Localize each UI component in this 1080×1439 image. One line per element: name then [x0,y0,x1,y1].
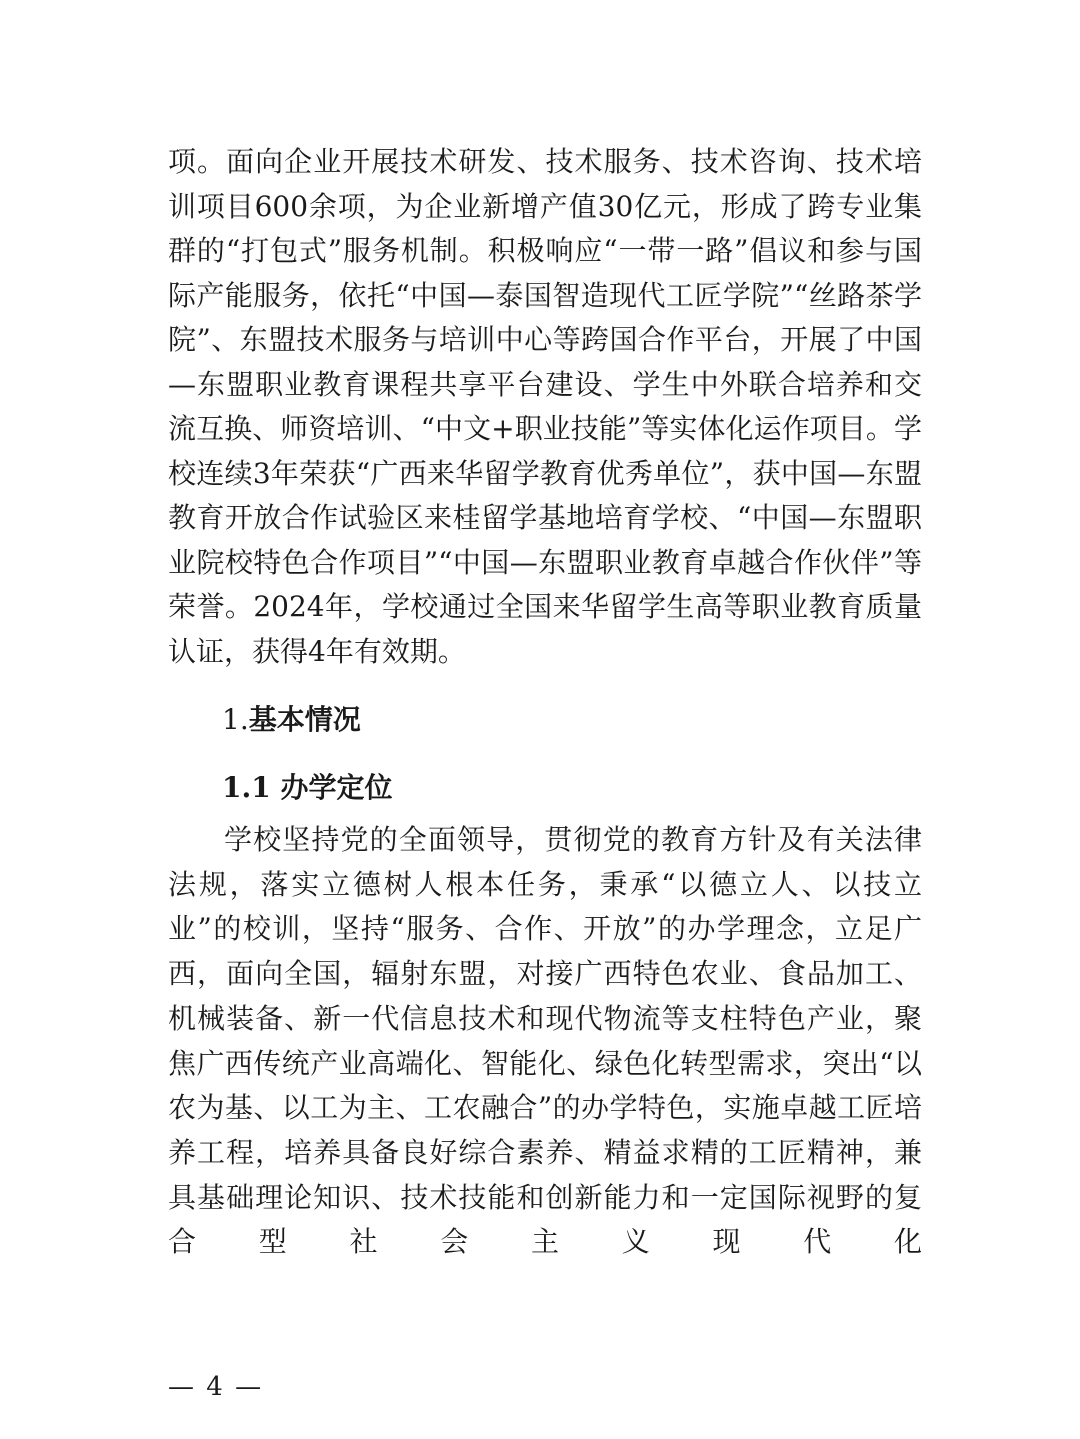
section-heading-basic-info [222,700,361,740]
section-title: 基本情况 [248,703,361,736]
subsection-heading-positioning [222,768,392,808]
section-number: 1. [222,703,249,736]
body-paragraph-positioning: 学校坚持党的全面领导，贯彻党的教育方针及有关法律法规，落实立德树人根本任务，秉承“以德立人、以技立业”的校训，坚持“服务、合作、开放”的办学理念，立足广西，面向全国，辐射东盟，对接广西特色农业、食品加工、机械装备、新一代信息技术和现代物流等支柱特色产业，聚焦广西传统产业高端化、智能化、绿色化转型需求，突出“以农为基、以工为主、工农融合”的办学特色，实施卓越工匠培养工程，培养具备良好综合素养、精益求精的工匠精神，兼具基础理论知识、技术技能和创新能力和一定国际视野的复合型社会主义现代化 [168,823,922,1259]
page-number: — 4 — [168,1372,264,1402]
subsection-number: 1.1 [222,771,271,804]
subsection-title: 办学定位 [280,771,393,804]
body-paragraph-intro: 项。面向企业开展技术研发、技术服务、技术咨询、技术培训项目600余项，为企业新增产值30亿元，形成了跨专业集群的“打包式”服务机制。积极响应“一带一路”倡议和参与国际产能服务，依托“中国—泰国智造现代工匠学院”“丝路茶学院”、东盟技术服务与培训中心等跨国合作平台，开展了中国—东盟职业教育课程共享平台建设、学生中外联合培养和交流互换、师资培训、“中文+职业技能”等实体化运作项目。学校连续3年荣获“广西来华留学教育优秀单位”，获中国—东盟教育开放合作试验区来桂留学基地培育学校、“中国—东盟职业院校特色合作项目”“中国—东盟职业教育卓越合作伙伴”等荣誉。2024年，学校通过全国来华留学生高等职业教育质量认证，获得4年有效期。 [168,145,922,668]
